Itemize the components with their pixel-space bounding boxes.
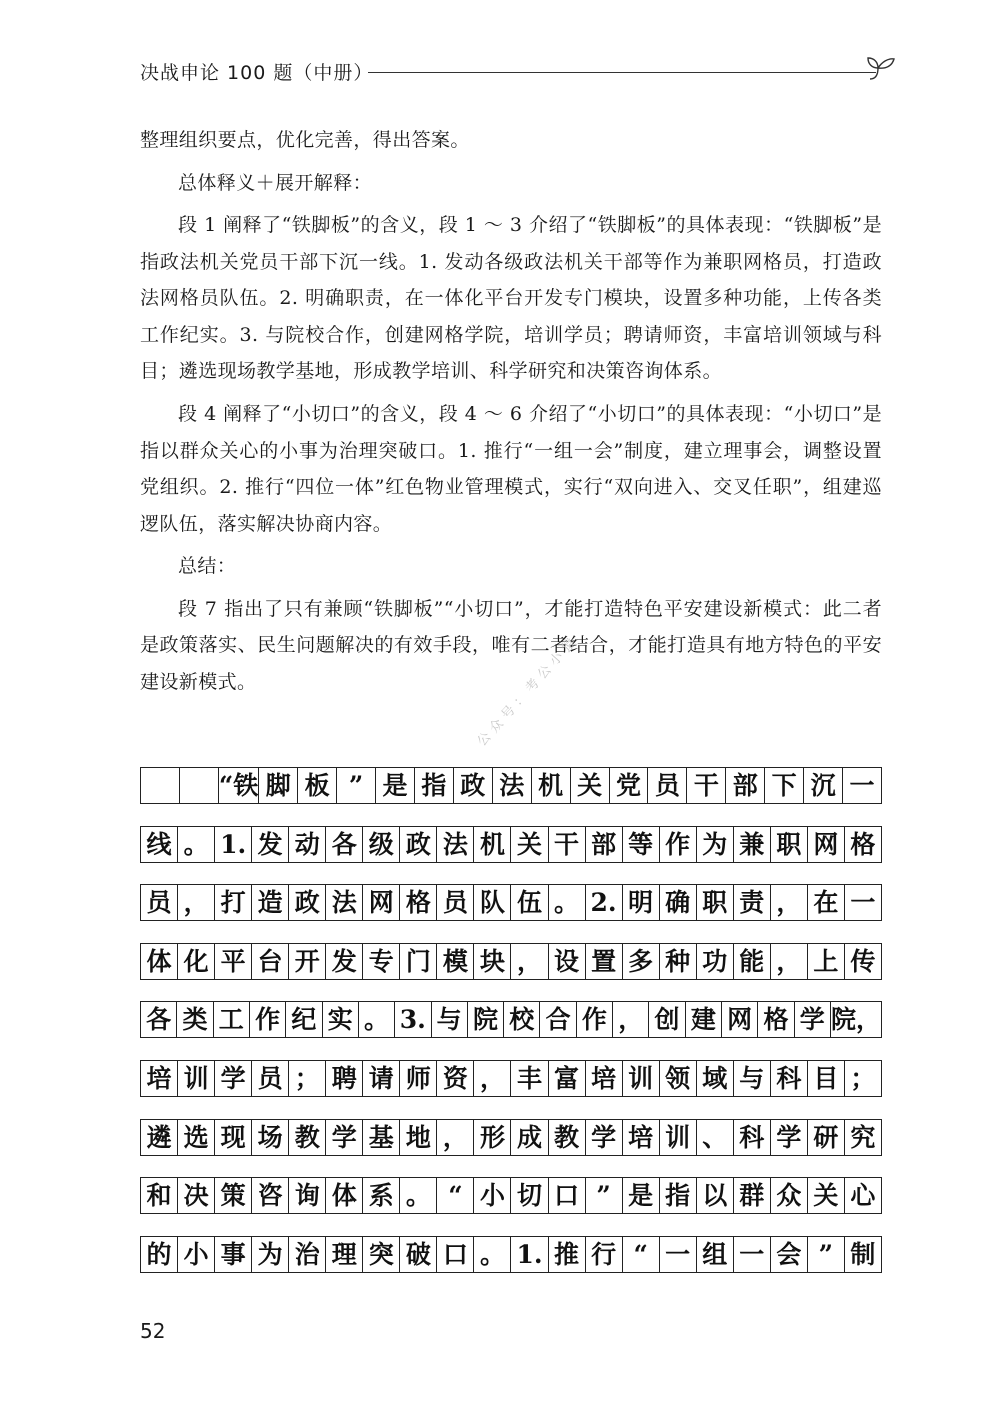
grid-cell: 格: [758, 1002, 794, 1037]
grid-cell: 一: [734, 1237, 771, 1272]
grid-cell: ，: [771, 885, 808, 920]
grid-cell: 会: [771, 1237, 808, 1272]
grid-cell: 与: [432, 1002, 468, 1037]
grid-cell: [141, 768, 180, 803]
grid-cell: 设: [549, 944, 586, 979]
grid-cell: 模: [437, 944, 474, 979]
grid-cell: 体: [326, 1178, 363, 1213]
grid-cell: 突: [363, 1237, 400, 1272]
grid-cell: 2.: [586, 885, 623, 920]
grid-cell: 师: [400, 1061, 437, 1096]
grid-cell: 理: [326, 1237, 363, 1272]
grid-cell: 究: [850, 1122, 876, 1152]
grid-cell: 领: [660, 1061, 697, 1096]
grid-cell: 小: [178, 1237, 215, 1272]
grid-cell: “铁: [219, 768, 259, 803]
paragraph: 总体释义＋展开解释：: [178, 171, 373, 194]
grid-cell: 和: [141, 1178, 178, 1213]
grid-cell: 口: [549, 1178, 586, 1213]
grid-cell: 训: [178, 1061, 215, 1096]
grid-cell: 一: [849, 771, 875, 800]
grid-cell: “: [623, 1237, 660, 1272]
grid-cell: 门: [400, 944, 437, 979]
grid-cell: 各: [141, 1002, 177, 1037]
grid-cell: 为: [697, 827, 734, 862]
grid-cell: 1.: [215, 827, 252, 862]
grid-row: [140, 884, 882, 921]
grid-cell: 培: [623, 1120, 660, 1155]
grid-cell: 是: [376, 768, 415, 803]
grid-cell: 网: [722, 1002, 758, 1037]
grid-cell: 线: [141, 827, 178, 862]
grid-cell: 平: [215, 944, 252, 979]
grid-cell: 训: [660, 1120, 697, 1155]
grid-cell: 1.: [511, 1237, 548, 1272]
grid-cell: 目: [808, 1061, 845, 1096]
grid-cell: 教: [289, 1120, 326, 1155]
grid-cell: 格: [850, 829, 876, 859]
grid-cell: 指: [660, 1178, 697, 1213]
grid-cell: 决: [178, 1178, 215, 1213]
grid-cell: 员: [648, 768, 687, 803]
grid-cell: 群: [734, 1178, 771, 1213]
grid-cell: 地: [400, 1120, 437, 1155]
grid-cell: 干: [687, 768, 726, 803]
grid-cell: 机: [532, 768, 571, 803]
grid-cell: 富: [549, 1061, 586, 1096]
grid-cell: ；: [850, 1063, 876, 1093]
paragraph: 总结：: [178, 555, 237, 578]
grid-cell: 培: [586, 1061, 623, 1096]
grid-cell: 动: [289, 827, 326, 862]
grid-cell: 格: [400, 885, 437, 920]
grid-row: [140, 943, 882, 980]
grid-cell: 员: [141, 885, 178, 920]
grid-cell: 确: [660, 885, 697, 920]
grid-cell: 职: [771, 827, 808, 862]
grid-cell: 与: [734, 1061, 771, 1096]
header-rule: [368, 72, 876, 73]
grid-cell: 专: [363, 944, 400, 979]
grid-cell: 心: [850, 1181, 876, 1211]
grid-cell: 聘: [326, 1061, 363, 1096]
grid-cell: 网: [808, 827, 845, 862]
grid-cell: 制: [850, 1239, 876, 1269]
grid-cell: 教: [549, 1120, 586, 1155]
grid-row: [140, 1177, 882, 1214]
grid-cell: 建: [686, 1002, 722, 1037]
grid-cell: 关: [571, 768, 610, 803]
grid-cell: 等: [623, 827, 660, 862]
grid-cell: 学: [795, 1002, 831, 1037]
header-title: 决战申论 100 题（中册）: [140, 62, 374, 84]
grid-row: [140, 1060, 882, 1097]
grid-cell: 政: [454, 768, 493, 803]
grid-cell: 培: [141, 1061, 178, 1096]
grid-cell: 上: [808, 944, 845, 979]
grid-cell: 一: [660, 1237, 697, 1272]
grid-cell: 法: [493, 768, 532, 803]
body-text: [140, 122, 882, 707]
grid-cell: 场: [252, 1120, 289, 1155]
grid-row: [140, 826, 882, 863]
grid-cell: 伍: [511, 885, 548, 920]
grid-cell: 是: [623, 1178, 660, 1213]
grid-cell: 小: [474, 1178, 511, 1213]
grid-cell: 发: [252, 827, 289, 862]
grid-cell: 3.: [395, 1002, 431, 1037]
grid-cell: 。: [359, 1002, 395, 1037]
grid-cell: 学: [771, 1120, 808, 1155]
grid-cell: 党: [610, 768, 649, 803]
grid-cell: 开: [289, 944, 326, 979]
grid-cell: 功: [697, 944, 734, 979]
grid-cell: 破: [400, 1237, 437, 1272]
grid-cell: 治: [289, 1237, 326, 1272]
grid-cell: 合: [540, 1002, 576, 1037]
paragraph: 整理组织要点，优化完善，得出答案。: [140, 129, 470, 151]
grid-cell: ”: [586, 1178, 623, 1213]
grid-cell: 系: [363, 1178, 400, 1213]
grid-cell: 工: [214, 1002, 250, 1037]
grid-cell: “: [437, 1178, 474, 1213]
grid-cell: 以: [697, 1178, 734, 1213]
grid-cell: 院: [468, 1002, 504, 1037]
grid-cell: 一: [850, 888, 876, 918]
grid-cell: 板: [298, 768, 337, 803]
grid-cell: 。: [549, 885, 586, 920]
grid-cell: 纪: [286, 1002, 322, 1037]
grid-cell: ，: [437, 1120, 474, 1155]
grid-cell: 部: [726, 768, 765, 803]
page-number: 52: [140, 1319, 166, 1343]
grid-cell: 推: [549, 1237, 586, 1272]
grid-cell: 校: [504, 1002, 540, 1037]
grid-cell: 行: [586, 1237, 623, 1272]
grid-cell: 发: [326, 944, 363, 979]
grid-cell: 口: [437, 1237, 474, 1272]
grid-cell: 、: [697, 1120, 734, 1155]
grid-cell: 选: [178, 1120, 215, 1155]
grid-cell: [180, 768, 219, 803]
grid-cell: 兼: [734, 827, 771, 862]
grid-cell: 的: [141, 1237, 178, 1272]
grid-cell: 资: [437, 1061, 474, 1096]
grid-cell: 组: [697, 1237, 734, 1272]
grid-cell: 域: [697, 1061, 734, 1096]
grid-row: [140, 1001, 882, 1038]
grid-cell: 沉: [804, 768, 843, 803]
grid-cell: 队: [474, 885, 511, 920]
paragraph: 段 7 指出了只有兼顾“铁脚板”“小切口”，才能打造特色平安建设新模式：此二者是政策落实、民生问题解决的有效手段，唯有二者结合，才能打造具有地方特色的平安建设新模式。: [140, 597, 882, 693]
grid-cell: 作: [250, 1002, 286, 1037]
grid-cell: ，: [771, 944, 808, 979]
grid-cell: 法: [437, 827, 474, 862]
grid-cell: 作: [577, 1002, 613, 1037]
grid-cell: 网: [363, 885, 400, 920]
paragraph: 段 1 阐释了“铁脚板”的含义，段 1 ～ 3 介绍了“铁脚板”的具体表现：“铁脚板”是指政法机关党员干部下沉一线。1. 发动各级政法机关干部等作为兼职网格员，打造政法网格员队伍。2. 明确职责，在一体化平台开发专门模块，设置多种功能，上传各类工作纪实。3. 与院校合作，创建网格学院，培训学员；聘请师资，丰富培训领域与科目；遴选现场教学基地，形成教学培训、科学研究和决策咨询体系。: [140, 214, 882, 383]
grid-cell: 员: [437, 885, 474, 920]
grid-cell: 切: [511, 1178, 548, 1213]
grid-cell: 实: [323, 1002, 359, 1037]
grid-cell: 创: [649, 1002, 685, 1037]
grid-cell: 众: [771, 1178, 808, 1213]
grid-cell: 化: [178, 944, 215, 979]
grid-cell: 学: [586, 1120, 623, 1155]
grid-cell: 在: [808, 885, 845, 920]
grid-cell: 。: [400, 1178, 437, 1213]
grid-cell: 干: [549, 827, 586, 862]
grid-cell: 科: [771, 1061, 808, 1096]
grid-cell: 政: [400, 827, 437, 862]
grid-cell: 基: [363, 1120, 400, 1155]
grid-cell: 打: [215, 885, 252, 920]
sprout-icon: [862, 46, 902, 86]
grid-cell: 置: [586, 944, 623, 979]
grid-cell: 指: [415, 768, 454, 803]
grid-cell: 明: [623, 885, 660, 920]
grid-cell: 员: [252, 1061, 289, 1096]
grid-cell: 能: [734, 944, 771, 979]
grid-cell: 职: [697, 885, 734, 920]
grid-cell: 事: [215, 1237, 252, 1272]
grid-cell: 种: [660, 944, 697, 979]
grid-cell: 传: [850, 946, 876, 976]
grid-row: [140, 767, 882, 804]
grid-cell: ”: [337, 768, 376, 803]
watermark: 公众号：考公小猿: [474, 632, 583, 750]
grid-cell: 关: [808, 1178, 845, 1213]
grid-cell: 为: [252, 1237, 289, 1272]
page-header: [140, 52, 900, 92]
grid-cell: 类: [177, 1002, 213, 1037]
grid-cell: 下: [765, 768, 804, 803]
grid-cell: 关: [511, 827, 548, 862]
grid-cell: 各: [326, 827, 363, 862]
grid-cell: 丰: [511, 1061, 548, 1096]
grid-cell: 请: [363, 1061, 400, 1096]
grid-row: [140, 1119, 882, 1156]
grid-row: [140, 1236, 882, 1273]
grid-cell: 责: [734, 885, 771, 920]
grid-cell: 多: [623, 944, 660, 979]
grid-cell: ”: [808, 1237, 845, 1272]
grid-cell: 询: [289, 1178, 326, 1213]
grid-cell: 脚: [259, 768, 298, 803]
grid-cell: ，: [613, 1002, 649, 1037]
grid-cell: 部: [586, 827, 623, 862]
grid-cell: 成: [511, 1120, 548, 1155]
grid-cell: 。: [474, 1237, 511, 1272]
grid-cell: 体: [141, 944, 178, 979]
grid-cell: 现: [215, 1120, 252, 1155]
answer-grid: [140, 767, 882, 1294]
grid-cell: 学: [326, 1120, 363, 1155]
grid-cell: 级: [363, 827, 400, 862]
grid-cell: ；: [289, 1061, 326, 1096]
grid-cell: 咨: [252, 1178, 289, 1213]
grid-cell: 机: [474, 827, 511, 862]
grid-cell: 。: [178, 827, 215, 862]
grid-cell: 形: [474, 1120, 511, 1155]
grid-cell: 训: [623, 1061, 660, 1096]
grid-cell: 院，: [830, 1005, 881, 1035]
grid-cell: ，: [474, 1061, 511, 1096]
grid-cell: 政: [289, 885, 326, 920]
grid-cell: 块: [474, 944, 511, 979]
grid-cell: ，: [511, 944, 548, 979]
paragraph: 段 4 阐释了“小切口”的含义，段 4 ～ 6 介绍了“小切口”的具体表现：“小切口”是指以群众关心的小事为治理突破口。1. 推行“一组一会”制度，建立理事会，调整设置党组织。2. 推行“四位一体”红色物业管理模式，实行“双向进入、交叉任职”，组建巡逻队伍，落实解决协商内容。: [140, 403, 882, 535]
grid-cell: 科: [734, 1120, 771, 1155]
grid-cell: 作: [660, 827, 697, 862]
grid-cell: 学: [215, 1061, 252, 1096]
grid-cell: 造: [252, 885, 289, 920]
grid-cell: 台: [252, 944, 289, 979]
grid-cell: 策: [215, 1178, 252, 1213]
grid-cell: 法: [326, 885, 363, 920]
grid-cell: 遴: [141, 1120, 178, 1155]
grid-cell: ，: [178, 885, 215, 920]
grid-cell: 研: [808, 1120, 845, 1155]
